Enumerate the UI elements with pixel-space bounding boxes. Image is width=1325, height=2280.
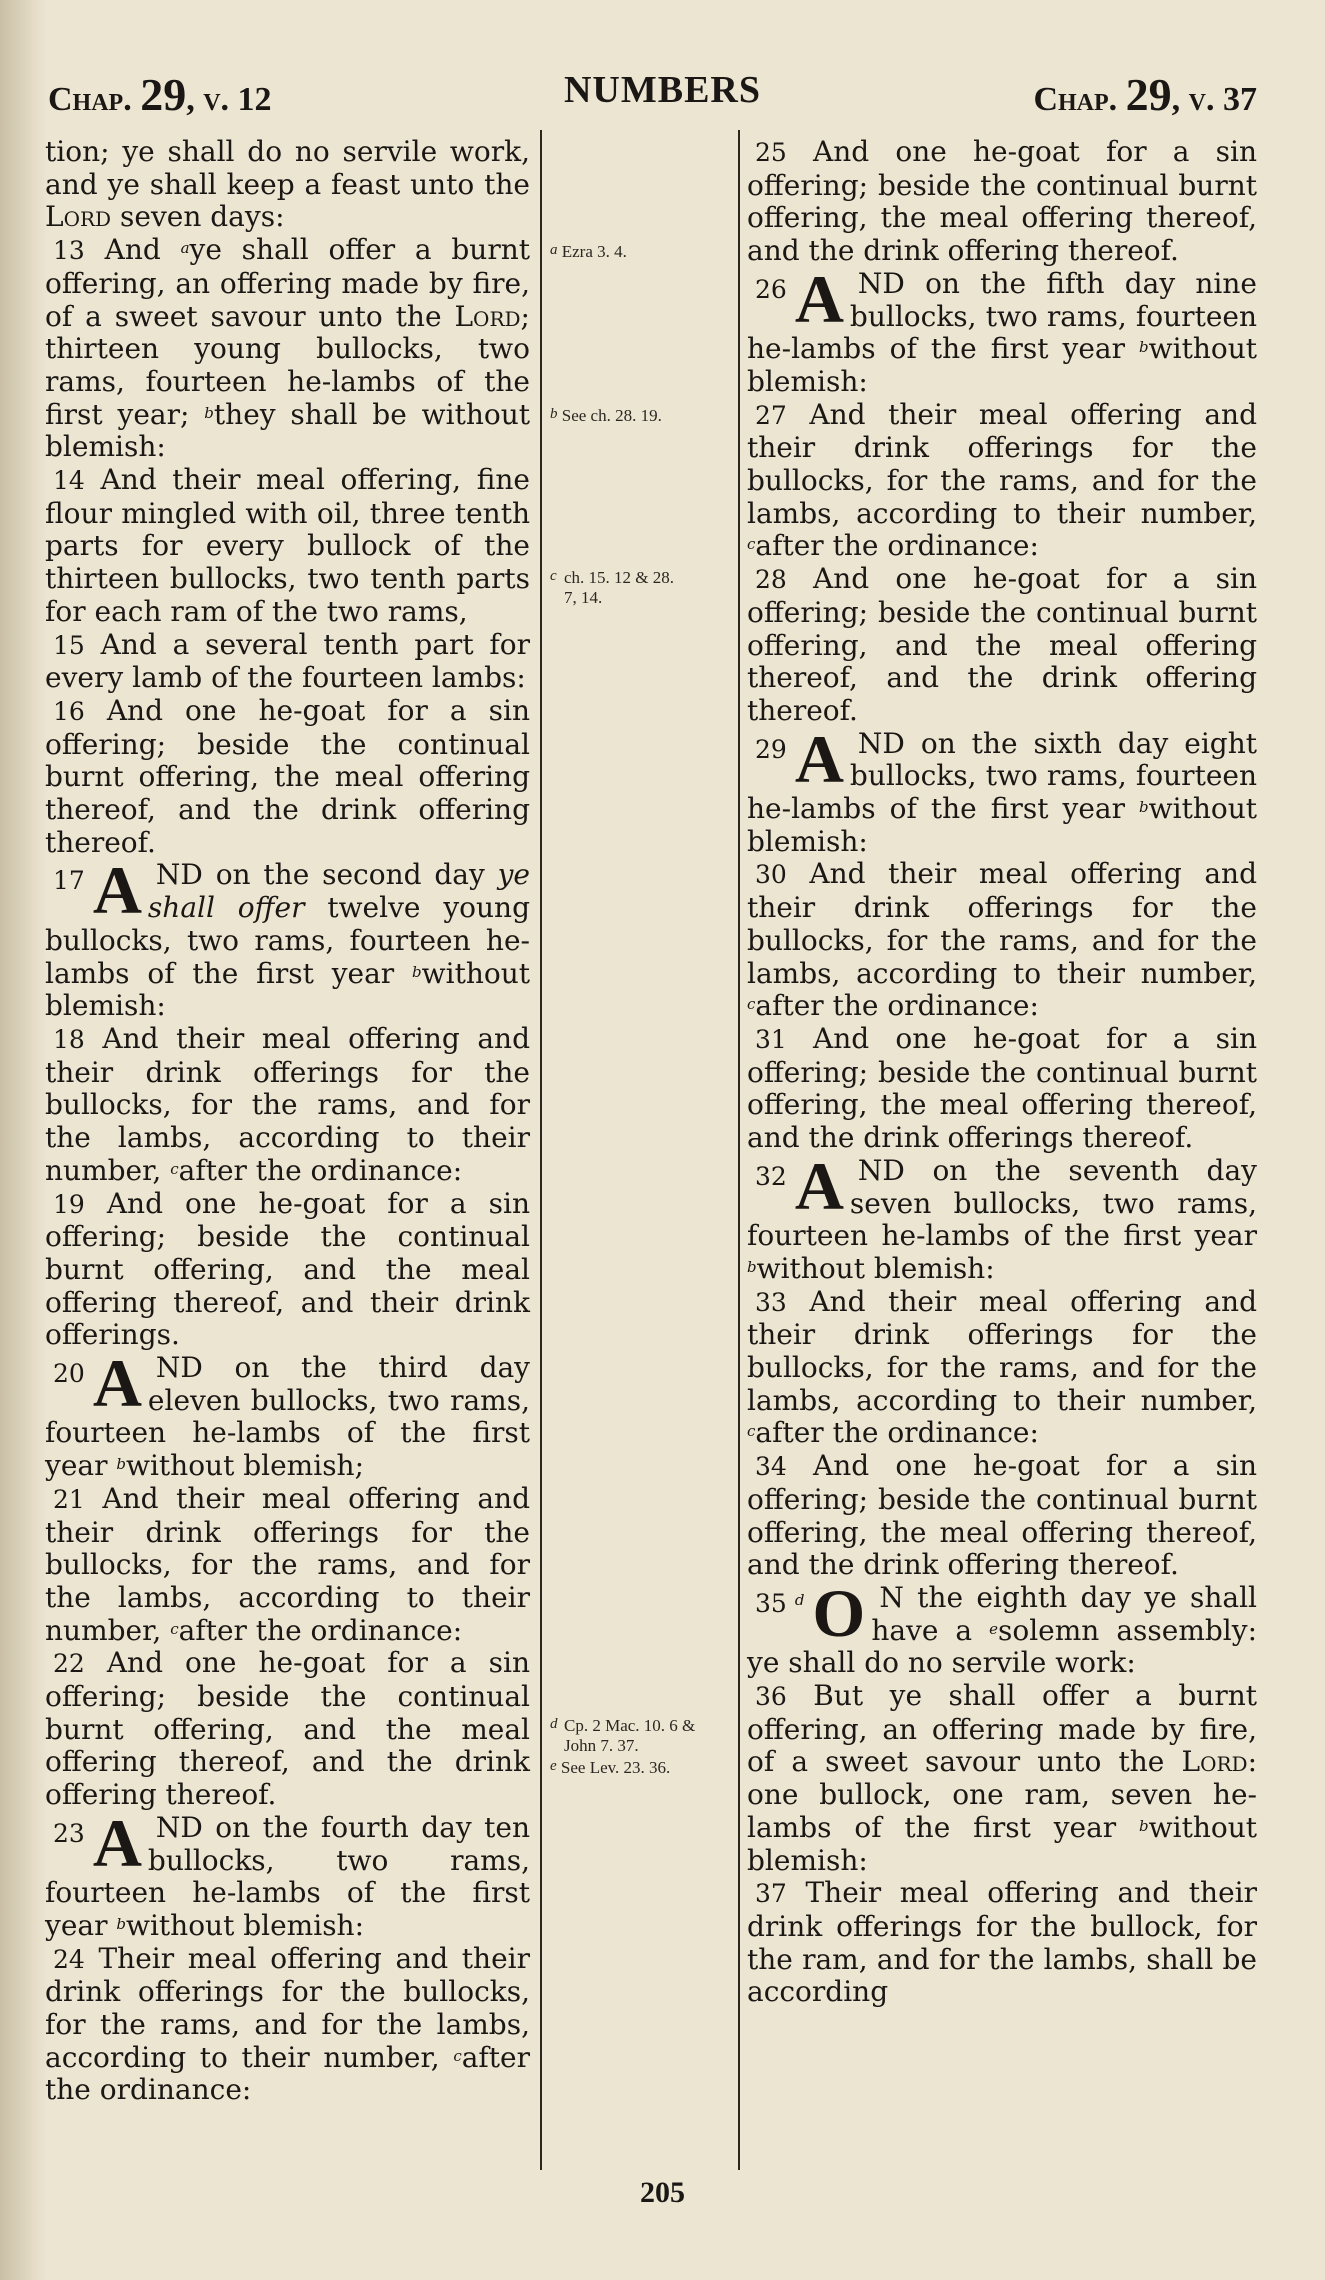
note-d: d Cp. 2 Mac. 10. 6 & John 7. 37.: [550, 1716, 696, 1755]
column-rule-right: [738, 130, 740, 2170]
verse-22: 22 And one he-goat for a sin offering; beside the continual burnt offering, and the meal offering thereof, and the drink offering thereof.: [45, 1646, 530, 1812]
verse-16: 16 And one he-goat for a sin offering; beside the continual burnt offering, the meal offering thereof, and the drink offering thereof.: [45, 693, 530, 859]
verse-12-tail: tion; ye shall do no servile work, and ye shall keep a feast unto the Lord seven days:: [45, 135, 530, 234]
note-a: $^a$ Ezra 3. 4.: [550, 242, 627, 261]
verse-21: 21 And their meal offering and their drink offerings for the bullocks, for the rams, and for the lambs, according to their number, $^c$after the ordinance:: [45, 1481, 530, 1647]
verse-25: 25 And one he-goat for a sin offering; beside the continual burnt offering, the meal offering thereof, and the drink offering thereof.: [747, 135, 1257, 268]
column-rule-left: [540, 130, 542, 2170]
verse-32: 32 A ND on the seventh day seven bullocks, two rams, fourteen he-lambs of the first year $^b$without blemish:: [747, 1147, 1257, 1285]
text-column-left: [45, 136, 530, 2166]
verse-30: 30 And their meal offering and their drink offerings for the bullocks, for the rams, and for the lambs, according to their number, $^c$after the ordinance:: [747, 857, 1257, 1023]
verse-19: 19 And one he-goat for a sin offering; beside the continual burnt offering, and the meal offering thereof, and their drink offerings.: [45, 1186, 530, 1352]
note-c: c ch. 15. 12 & 28. 7, 14.: [550, 568, 675, 607]
verse-17: 17 A ND on the second day ye shall offer twelve young bullocks, two rams, fourteen he-lambs of the first year $^b$without blemish:: [45, 852, 530, 1023]
page-number: 205: [640, 2176, 685, 2209]
verse-24: 24 Their meal offering and their drink offerings for the bullocks, for the rams, and for the lambs, according to their number, $^c$after the ordinance:: [45, 1941, 530, 2107]
verse-14: 14 And their meal offering, fine flour mingled with oil, three tenth parts for every bullock of the thirteen bullocks, two tenth parts for each ram of the two rams,: [45, 463, 530, 628]
verse-26: 26 A ND on the fifth day nine bullocks, two rams, fourteen he-lambs of the first year $^b$without blemish:: [747, 260, 1258, 398]
verse-34: 34 And one he-goat for a sin offering; beside the continual burnt offering, the meal offering thereof, and the drink offering thereof.: [747, 1449, 1257, 1582]
verse-15: 15 And a several tenth part for every lamb of the fourteen lambs:: [45, 627, 530, 695]
verse-37: 37 Their meal offering and their drink offerings for the bullock, for the ram, and for the lambs, shall be according: [747, 1876, 1257, 2009]
verse-31: 31 And one he-goat for a sin offering; beside the continual burnt offering, the meal offering thereof, and the drink offerings thereof.: [747, 1021, 1257, 1155]
verse-27: 27 And their meal offering and their drink offerings for the bullocks, for the rams, and for the lambs, according to their number, $^c$after the ordinance:: [747, 397, 1257, 563]
verse-29: 29 A ND on the sixth day eight bullocks, two rams, fourteen he-lambs of the first year $^b$without blemish:: [747, 720, 1258, 858]
running-head-right: Chap. 29, v. 37: [1033, 69, 1257, 120]
verse-35: 35 $^d$ O N the eighth day ye shall have a $^e$solemn assembly: ye shall do no servile work:: [747, 1574, 1257, 1680]
book-title: NUMBERS: [563, 69, 762, 111]
verse-36: 36 But ye shall offer a burnt offering, an offering made by fire, of a sweet savour unto the Lord: one bullock, one ram, seven he-lambs of the first year $^b$without blemish:: [747, 1679, 1257, 1877]
verse-23: 23 A ND on the fourth day ten bullocks, two rams, fourteen he-lambs of the first year $^b$without blemish:: [45, 1804, 530, 1942]
text-column-right: [747, 136, 1257, 2166]
verse-28: 28 And one he-goat for a sin offering; beside the continual burnt offering, and the meal offering thereof, and the drink offering thereof.: [747, 562, 1257, 727]
running-head-left: Chap. 29, v. 12: [48, 69, 272, 120]
note-e: $^e$ See Lev. 23. 36.: [550, 1758, 671, 1777]
verse-18: 18 And their meal offering and their drink offerings for the bullocks, for the rams, and for the lambs, according to their number, $^c$after the ordinance:: [45, 1021, 530, 1187]
note-b: $^b$ See ch. 28. 19.: [550, 406, 662, 425]
verse-20: 20 A ND on the third day eleven bullocks, two rams, fourteen he-lambs of the first year $^b$without blemish;: [45, 1345, 530, 1483]
verse-13: 13 And $^a$ye shall offer a burnt offering, an offering made by fire, of a sweet savour unto the Lord; thirteen young bullocks, two rams, fourteen he-lambs of the first year; $^b$they shall be without blemish:: [45, 233, 531, 464]
verse-33: 33 And their meal offering and their drink offerings for the bullocks, for the rams, and for the lambs, according to their number, $^c$after the ordinance:: [747, 1284, 1257, 1450]
page-gutter-shadow: [0, 0, 48, 2280]
